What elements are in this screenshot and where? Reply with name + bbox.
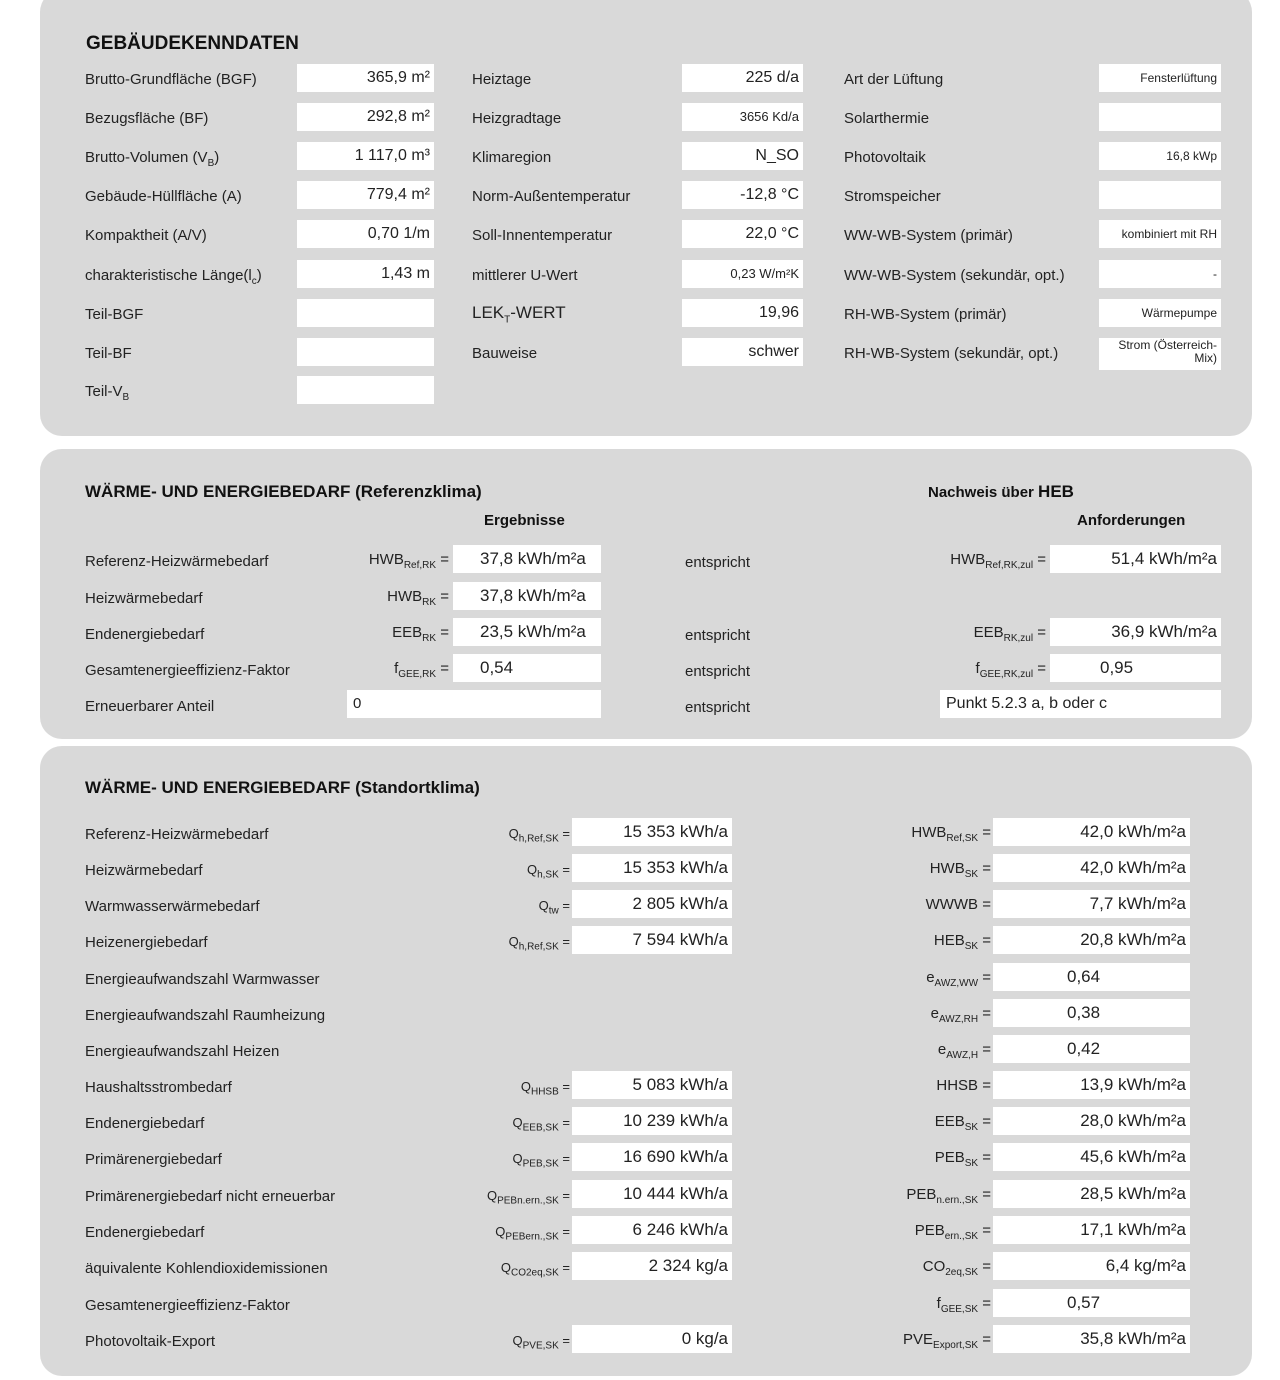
standort-label-13: Gesamtenergieeffizienz-Faktor <box>85 1297 290 1314</box>
standort-q-value-0: 15 353 kWh/a <box>572 818 732 846</box>
standort-q-sub-12: CO2eq,SK <box>510 1267 559 1279</box>
gebaeude-col2-label-6-end: -WERT <box>510 303 566 322</box>
standort-q-eq-0: = <box>558 826 570 841</box>
gebaeude-col2-label-6 <box>472 303 566 325</box>
referenz-req-sub-2: RK,zul <box>1003 633 1034 644</box>
standort-s-sub-10: n.ern.,SK <box>936 1195 979 1206</box>
gebaeude-col1-label-6-text: Teil-BGF <box>85 306 144 323</box>
gebaeude-col3-value-2: 16,8 kWp <box>1099 142 1221 170</box>
standort-s-value-0: 42,0 kWh/m²a <box>993 818 1190 846</box>
gebaeude-col2-label-5-text: mittlerer U-Wert <box>472 267 578 284</box>
standort-s-eq-2: = <box>978 896 991 913</box>
gebaeude-col1-label-7-text: Teil-BF <box>85 345 132 362</box>
standort-q-eq-12: = <box>558 1260 570 1275</box>
referenz-req-eq-3: = <box>1033 660 1046 677</box>
standort-label-6: Energieaufwandszahl Heizen <box>85 1043 280 1060</box>
standort-q-name-10: Q <box>486 1188 498 1203</box>
standort-q-eq-10: = <box>558 1188 570 1203</box>
standort-s-eq-3: = <box>978 932 991 949</box>
standort-q-symbol-0 <box>509 826 570 845</box>
referenz-symbol-sub-1: RK <box>422 597 437 608</box>
gebaeude-col1-label-2-end: ) <box>214 149 220 166</box>
standort-s-value-6: 0,42 <box>993 1035 1190 1063</box>
standort-label-14: Photovoltaik-Export <box>85 1333 216 1350</box>
gebaeude-col1-label-8-sub: B <box>122 392 130 403</box>
standort-q-name-1: Q <box>526 862 538 877</box>
standort-label-11: Endenergiebedarf <box>85 1224 205 1241</box>
standort-q-symbol-1 <box>527 862 570 881</box>
gebaeude-col3-label-4-text: WW-WB-System (primär) <box>844 227 1013 244</box>
standort-q-value-14: 0 kg/a <box>572 1325 732 1353</box>
gebaeude-col2-value-5: 0,23 W/m²K <box>682 260 803 288</box>
standort-q-symbol-9 <box>513 1151 570 1170</box>
gebaeude-col2-label-0 <box>472 71 531 88</box>
standort-q-symbol-2 <box>539 898 570 917</box>
standortklima-title-rest: (Standortklima) <box>350 778 480 797</box>
standort-q-sub-10: PEBn.ern.,SK <box>497 1195 559 1207</box>
standort-s-name-10: PEB <box>906 1186 937 1203</box>
referenz-symbol-eq-1: = <box>436 588 449 605</box>
gebaeude-col2-value-3: -12,8 °C <box>682 181 803 209</box>
gebaeude-col1-value-4: 0,70 1/m <box>297 220 434 248</box>
standort-q-sub-0: h,Ref,SK <box>518 833 559 845</box>
referenz-symbol-eq-0: = <box>436 551 449 568</box>
standort-s-name-14: PVE <box>903 1331 934 1348</box>
standort-q-symbol-3 <box>509 934 570 953</box>
referenz-symbol-eq-2: = <box>436 624 449 641</box>
standort-q-name-0: Q <box>508 826 519 841</box>
standort-s-symbol-10 <box>906 1186 991 1206</box>
standort-s-sub-12: 2eq,SK <box>945 1267 979 1278</box>
standort-s-value-5: 0,38 <box>993 999 1190 1027</box>
gebaeude-col3-value-0: Fensterlüftung <box>1099 64 1221 92</box>
referenz-req-value-3: 0,95 <box>1050 654 1221 682</box>
gebaeude-col2-label-7 <box>472 345 537 362</box>
gebaeudekenndaten-panel <box>40 0 1252 436</box>
gebaeude-col1-label-5-end: ) <box>256 267 262 284</box>
referenz-req-sub-3: GEE,RK,zul <box>979 669 1034 680</box>
standort-q-name-7: Q <box>520 1079 531 1094</box>
gebaeude-col2-label-2 <box>472 149 551 166</box>
standort-s-symbol-12 <box>923 1258 991 1278</box>
standort-q-sub-3: h,Ref,SK <box>518 941 559 953</box>
standort-q-value-7: 5 083 kWh/a <box>572 1071 732 1099</box>
standort-s-symbol-1 <box>930 860 991 880</box>
standort-s-name-11: PEB <box>914 1222 945 1239</box>
gebaeude-col1-label-5-text: charakteristische Länge(l <box>85 267 252 284</box>
referenz-req-eq-2: = <box>1033 624 1046 641</box>
referenz-req-symbol-2 <box>974 624 1046 644</box>
standort-s-symbol-13 <box>937 1295 991 1315</box>
standort-q-value-11: 6 246 kWh/a <box>572 1216 732 1244</box>
standort-q-sub-9: PEB,SK <box>522 1158 559 1170</box>
standort-s-eq-4: = <box>978 969 991 986</box>
standortklima-panel <box>40 746 1252 1376</box>
standort-q-value-8: 10 239 kWh/a <box>572 1107 732 1135</box>
gebaeude-col1-label-5 <box>85 267 262 287</box>
referenz-req-symbol-0 <box>950 551 1046 571</box>
gebaeude-col2-label-7-text: Bauweise <box>472 345 538 362</box>
standort-s-name-3: HEB <box>933 932 965 949</box>
gebaeude-col2-value-2: N_SO <box>682 142 803 170</box>
referenzklima-title-rest: (Referenzklima) <box>350 482 482 501</box>
gebaeude-col3-label-1 <box>844 110 929 127</box>
gebaeude-col1-value-5: 1,43 m <box>297 260 434 288</box>
gebaeude-col1-label-8-text: Teil-V <box>85 383 123 400</box>
standort-s-name-13: f <box>936 1295 941 1312</box>
referenz-req-value-0: 51,4 kWh/m²a <box>1050 545 1221 573</box>
gebaeude-col1-label-6 <box>85 306 143 323</box>
standort-q-symbol-11 <box>495 1224 570 1243</box>
standort-label-1: Heizwärmebedarf <box>85 862 203 879</box>
referenz-value-1: 37,8 kWh/m²a <box>453 582 601 610</box>
gebaeude-col3-value-3 <box>1099 181 1221 209</box>
standort-q-sub-8: EEB,SK <box>522 1122 559 1134</box>
referenz-value-0: 37,8 kWh/m²a <box>453 545 601 573</box>
gebaeude-col2-label-3 <box>472 188 630 205</box>
gebaeude-col1-value-6 <box>297 299 434 327</box>
gebaeude-col3-label-2 <box>844 149 926 166</box>
standort-s-name-5: e <box>930 1005 939 1022</box>
standort-s-sub-11: ern.,SK <box>944 1231 979 1242</box>
gebaeude-col3-value-7: Strom (Österreich-Mix) <box>1099 338 1221 370</box>
standort-q-eq-1: = <box>558 862 570 877</box>
anforderungen-header: Anforderungen <box>1077 512 1186 529</box>
standort-s-sub-0: Ref,SK <box>946 833 979 844</box>
standort-q-eq-11: = <box>558 1224 570 1239</box>
standort-q-symbol-14 <box>513 1333 570 1352</box>
standort-q-value-9: 16 690 kWh/a <box>572 1143 732 1171</box>
standort-s-sub-4: AWZ,WW <box>934 978 979 989</box>
standort-q-name-2: Q <box>538 898 549 913</box>
standort-s-name-7: HHSB <box>936 1077 979 1094</box>
referenzklima-panel <box>40 449 1252 739</box>
standort-q-name-9: Q <box>512 1151 523 1166</box>
referenz-symbol-name-2: EEB <box>392 624 423 641</box>
referenz-symbol-2 <box>392 624 449 644</box>
standort-q-value-10: 10 444 kWh/a <box>572 1180 732 1208</box>
standort-s-symbol-0 <box>911 824 991 844</box>
referenz-req-name-3: f <box>975 660 980 677</box>
standort-q-eq-9: = <box>558 1151 570 1166</box>
standort-s-eq-8: = <box>978 1113 991 1130</box>
referenz-status-2: entspricht <box>685 627 751 644</box>
referenz-req-name-0: HWB <box>950 551 986 568</box>
gebaeude-col1-label-2-text: Brutto-Volumen (V <box>85 149 208 166</box>
standort-s-eq-14: = <box>978 1331 991 1348</box>
standort-s-symbol-7 <box>936 1077 991 1094</box>
gebaeude-col2-value-4: 22,0 °C <box>682 220 803 248</box>
referenzklima-title-bold: WÄRME- UND ENERGIEBEDARF <box>85 482 351 501</box>
gebaeude-col1-label-1 <box>85 110 208 127</box>
standort-q-value-1: 15 353 kWh/a <box>572 854 732 882</box>
standort-q-eq-14: = <box>558 1333 570 1348</box>
standort-s-value-14: 35,8 kWh/m²a <box>993 1325 1190 1353</box>
standort-s-symbol-3 <box>934 932 991 952</box>
nachweis-text: Nachweis über <box>928 484 1034 501</box>
gebaeude-col2-value-1: 3656 Kd/a <box>682 103 803 131</box>
gebaeude-col2-value-7: schwer <box>682 338 803 366</box>
referenz-symbol-sub-3: GEE,RK <box>398 669 437 680</box>
gebaeude-col1-label-0-text: Brutto-Grundfläche (BGF) <box>85 71 257 88</box>
standort-label-8: Endenergiebedarf <box>85 1115 205 1132</box>
referenz-status-3: entspricht <box>685 663 751 680</box>
standort-q-symbol-8 <box>513 1115 570 1134</box>
standort-s-value-11: 17,1 kWh/m²a <box>993 1216 1190 1244</box>
nachweis-label <box>928 482 1074 502</box>
referenz-label-2: Endenergiebedarf <box>85 626 205 643</box>
gebaeude-col1-label-2-sub: B <box>207 158 215 169</box>
standort-q-symbol-12 <box>501 1260 570 1279</box>
referenz-req-value-2: 36,9 kWh/m²a <box>1050 618 1221 646</box>
gebaeude-col3-label-2-text: Photovoltaik <box>844 149 926 166</box>
standort-q-name-12: Q <box>500 1260 511 1275</box>
standort-s-sub-6: AWZ,H <box>946 1050 979 1061</box>
referenz-req-name-2: EEB <box>973 624 1004 641</box>
standort-q-sub-1: h,SK <box>537 869 559 881</box>
gebaeude-col2-label-3-text: Norm-Außentemperatur <box>472 188 631 205</box>
standort-s-symbol-9 <box>935 1149 991 1169</box>
gebaeude-col2-value-6: 19,96 <box>682 299 803 327</box>
referenz-symbol-sub-0: Ref,RK <box>403 560 437 571</box>
ergebnisse-header: Ergebnisse <box>484 512 565 529</box>
standort-s-sub-13: GEE,SK <box>940 1304 979 1315</box>
referenz-status-0: entspricht <box>685 554 751 571</box>
standort-s-symbol-11 <box>915 1222 991 1242</box>
standort-s-value-13: 0,57 <box>993 1289 1190 1317</box>
referenz-req-sub-0: Ref,RK,zul <box>985 560 1034 571</box>
gebaeude-col3-label-4 <box>844 227 1013 244</box>
gebaeude-col3-value-1 <box>1099 103 1221 131</box>
standort-s-name-0: HWB <box>911 824 947 841</box>
standort-label-3: Heizenergiebedarf <box>85 934 208 951</box>
referenz-label-3: Gesamtenergieeffizienz-Faktor <box>85 662 290 679</box>
gebaeude-col2-label-4-text: Soll-Innentemperatur <box>472 227 613 244</box>
gebaeude-col2-label-5 <box>472 267 578 284</box>
gebaeude-col1-value-7 <box>297 338 434 366</box>
standort-s-sub-9: SK <box>964 1158 979 1169</box>
standort-label-12: äquivalente Kohlendioxidemissionen <box>85 1260 328 1277</box>
gebaeude-col1-label-8 <box>85 383 129 403</box>
standort-label-4: Energieaufwandszahl Warmwasser <box>85 971 320 988</box>
standort-q-symbol-7 <box>521 1079 570 1098</box>
standort-q-value-2: 2 805 kWh/a <box>572 890 732 918</box>
gebaeude-col1-value-2: 1 117,0 m³ <box>297 142 434 170</box>
referenz-symbol-name-3: f <box>394 660 399 677</box>
gebaeude-col3-label-6 <box>844 306 1007 323</box>
standort-s-value-9: 45,6 kWh/m²a <box>993 1143 1190 1171</box>
referenz-label-0: Referenz-Heizwärmebedarf <box>85 553 269 570</box>
standort-s-value-3: 20,8 kWh/m²a <box>993 926 1190 954</box>
gebaeude-col2-label-4 <box>472 227 612 244</box>
gebaeude-col1-label-3-text: Gebäude-Hüllfläche (A) <box>85 188 242 205</box>
gebaeude-col3-label-0-text: Art der Lüftung <box>844 71 944 88</box>
referenz-req-eq-0: = <box>1033 551 1046 568</box>
standort-s-sub-14: Export,SK <box>933 1340 979 1351</box>
gebaeude-col1-label-2 <box>85 149 219 169</box>
gebaeude-col1-value-3: 779,4 m² <box>297 181 434 209</box>
standort-s-value-2: 7,7 kWh/m²a <box>993 890 1190 918</box>
gebaeude-col2-label-1 <box>472 110 561 127</box>
gebaeude-col3-label-7 <box>844 345 1058 362</box>
standort-s-value-12: 6,4 kg/m²a <box>993 1252 1190 1280</box>
standort-s-symbol-4 <box>926 969 991 989</box>
gebaeude-col3-label-6-text: RH-WB-System (primär) <box>844 306 1007 323</box>
standort-s-name-9: PEB <box>934 1149 965 1166</box>
gebaeude-col1-value-1: 292,8 m² <box>297 103 434 131</box>
gebaeude-col3-value-5: - <box>1099 260 1221 288</box>
standort-q-name-14: Q <box>512 1333 523 1348</box>
standort-label-10: Primärenergiebedarf nicht erneuerbar <box>85 1188 336 1205</box>
gebaeude-col2-label-6-text: LEK <box>472 303 505 322</box>
standort-s-symbol-8 <box>935 1113 991 1133</box>
standort-s-sub-3: SK <box>964 941 979 952</box>
gebaeude-col1-value-8 <box>297 376 434 404</box>
standort-label-7: Haushaltsstrombedarf <box>85 1079 232 1096</box>
standort-s-value-4: 0,64 <box>993 963 1190 991</box>
gebaeude-col3-label-3 <box>844 188 941 205</box>
standort-q-eq-3: = <box>558 934 570 949</box>
standort-q-eq-2: = <box>558 898 570 913</box>
standort-s-sub-5: AWZ,RH <box>938 1014 979 1025</box>
standort-s-eq-0: = <box>978 824 991 841</box>
standort-q-sub-2: tw <box>548 905 559 917</box>
referenz-symbol-eq-3: = <box>436 660 449 677</box>
referenz-status-4: entspricht <box>685 699 751 716</box>
gebaeude-col3-label-1-text: Solarthermie <box>844 110 930 127</box>
gebaeude-col3-value-6: Wärmepumpe <box>1099 299 1221 327</box>
standort-q-name-11: Q <box>495 1224 506 1239</box>
gebaeude-col1-label-0 <box>85 71 257 88</box>
referenz-symbol-sub-2: RK <box>422 633 437 644</box>
referenz-label-4: Erneuerbarer Anteil <box>85 698 215 715</box>
standort-s-symbol-14 <box>903 1331 991 1351</box>
standort-s-sub-1: SK <box>964 869 979 880</box>
referenz-symbol-0 <box>369 551 449 571</box>
standort-label-5: Energieaufwandszahl Raumheizung <box>85 1007 326 1024</box>
standort-s-symbol-5 <box>931 1005 991 1025</box>
standort-s-eq-5: = <box>978 1005 991 1022</box>
standort-s-name-12: CO <box>922 1258 946 1275</box>
gebaeude-col2-label-1-text: Heizgradtage <box>472 110 562 127</box>
gebaeude-col3-label-7-text: RH-WB-System (sekundär, opt.) <box>844 345 1059 362</box>
standort-label-2: Warmwasserwärmebedarf <box>85 898 260 915</box>
referenz-symbol-3 <box>394 660 449 680</box>
referenz-value-4: 0 <box>347 690 601 718</box>
standort-s-value-10: 28,5 kWh/m²a <box>993 1180 1190 1208</box>
gebaeude-col2-label-0-text: Heiztage <box>472 71 532 88</box>
referenzklima-title <box>85 482 482 502</box>
standort-s-eq-1: = <box>978 860 991 877</box>
standort-q-value-3: 7 594 kWh/a <box>572 926 732 954</box>
referenz-symbol-name-0: HWB <box>368 551 404 568</box>
standort-q-name-8: Q <box>512 1115 523 1130</box>
standort-s-symbol-2 <box>926 896 991 913</box>
gebaeude-col1-label-4 <box>85 227 207 244</box>
standort-s-eq-10: = <box>978 1186 991 1203</box>
gebaeude-col3-label-3-text: Stromspeicher <box>844 188 941 205</box>
gebaeude-col3-label-5 <box>844 267 1065 284</box>
standort-s-name-6: e <box>937 1041 947 1058</box>
standort-label-9: Primärenergiebedarf <box>85 1151 222 1168</box>
standort-s-eq-13: = <box>978 1295 991 1312</box>
standort-s-value-8: 28,0 kWh/m²a <box>993 1107 1190 1135</box>
standort-s-name-2: WWWB <box>925 896 979 913</box>
standort-s-value-7: 13,9 kWh/m²a <box>993 1071 1190 1099</box>
standort-q-symbol-10 <box>487 1188 570 1207</box>
standort-q-value-12: 2 324 kg/a <box>572 1252 732 1280</box>
standort-q-eq-7: = <box>558 1079 570 1094</box>
standort-q-name-3: Q <box>508 934 519 949</box>
referenz-value-3: 0,54 <box>453 654 601 682</box>
standort-s-name-8: EEB <box>934 1113 965 1130</box>
standort-s-eq-6: = <box>978 1041 991 1058</box>
standort-s-eq-9: = <box>978 1149 991 1166</box>
standort-q-sub-7: HHSB <box>530 1086 559 1098</box>
gebaeude-col1-label-3 <box>85 188 242 205</box>
gebaeude-col2-value-0: 225 d/a <box>682 64 803 92</box>
standort-label-0: Referenz-Heizwärmebedarf <box>85 826 269 843</box>
standort-s-eq-7: = <box>978 1077 991 1094</box>
gebaeude-col2-label-6-sub: T <box>504 314 511 326</box>
referenz-req-symbol-3 <box>976 660 1046 680</box>
referenz-symbol-name-1: HWB <box>387 588 423 605</box>
gebaeude-col1-value-0: 365,9 m² <box>297 64 434 92</box>
standort-s-value-1: 42,0 kWh/m²a <box>993 854 1190 882</box>
standortklima-title <box>85 778 480 798</box>
gebaeude-col1-label-1-text: Bezugsfläche (BF) <box>85 110 209 127</box>
gebaeude-col2-label-2-text: Klimaregion <box>472 149 552 166</box>
gebaeude-col3-label-0 <box>844 71 943 88</box>
standort-q-sub-11: PEBern.,SK <box>505 1231 559 1243</box>
referenz-symbol-1 <box>387 588 449 608</box>
standort-s-sub-8: SK <box>964 1122 979 1133</box>
gebaeude-col1-label-7 <box>85 345 132 362</box>
referenz-req-value-4: Punkt 5.2.3 a, b oder c <box>940 690 1221 718</box>
gebaeude-col3-value-4: kombiniert mit RH <box>1099 220 1221 248</box>
standort-s-symbol-6 <box>938 1041 991 1061</box>
standortklima-title-bold: WÄRME- UND ENERGIEBEDARF <box>85 778 351 797</box>
gebaeude-col1-label-5-sub: c <box>251 276 257 287</box>
referenz-value-2: 23,5 kWh/m²a <box>453 618 601 646</box>
standort-q-eq-8: = <box>558 1115 570 1130</box>
gebaeude-col3-label-5-text: WW-WB-System (sekundär, opt.) <box>844 267 1065 284</box>
standort-s-name-1: HWB <box>929 860 965 877</box>
referenz-label-1: Heizwärmebedarf <box>85 590 203 607</box>
gebaeudekenndaten-title: GEBÄUDEKENNDATEN <box>86 33 299 54</box>
gebaeude-col1-label-4-text: Kompaktheit (A/V) <box>85 227 207 244</box>
standort-q-sub-14: PVE,SK <box>522 1340 559 1352</box>
standort-s-eq-11: = <box>978 1222 991 1239</box>
standort-s-name-4: e <box>926 969 935 986</box>
nachweis-value: HEB <box>1038 482 1074 501</box>
standort-s-eq-12: = <box>978 1258 991 1275</box>
